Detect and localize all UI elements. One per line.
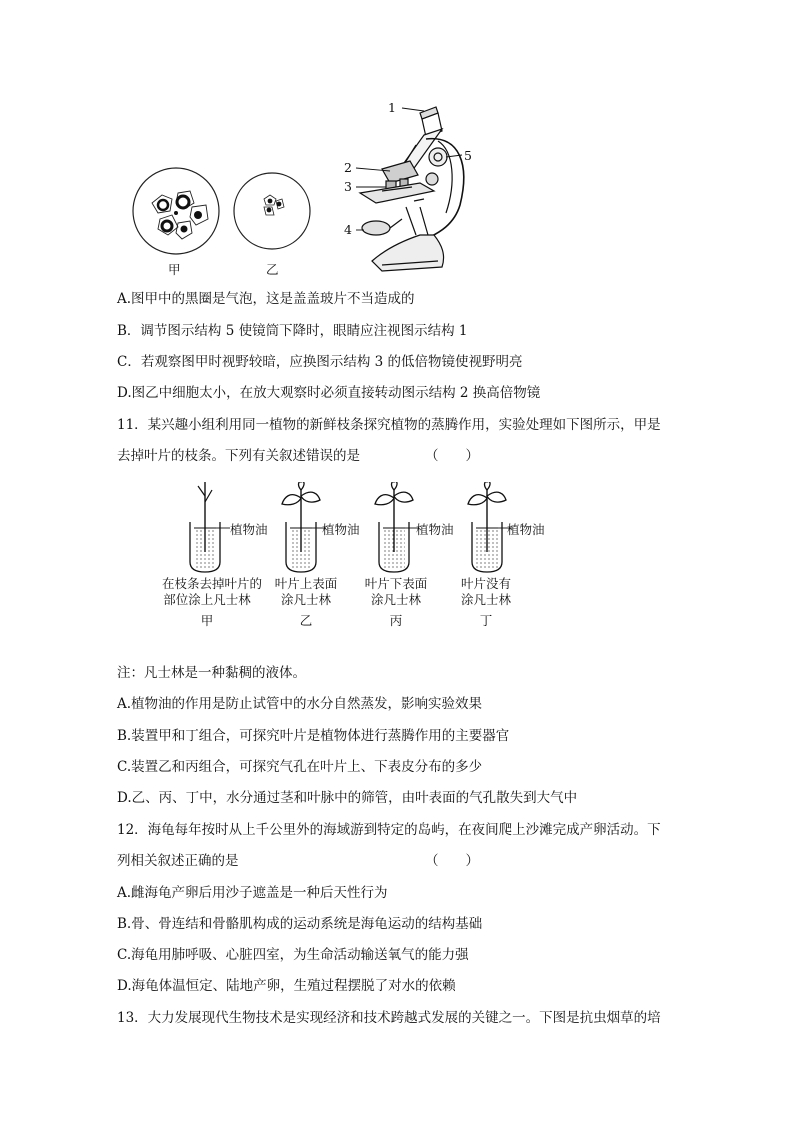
q11-option-d: D.乙、丙、丁中，水分通过茎和叶脉中的筛管，由叶表面的气孔散失到大气中	[117, 790, 578, 806]
q11-option-a: A.植物油的作用是防止试管中的水分自然蒸发，影响实验效果	[117, 696, 483, 712]
label-structure-1: 1	[388, 100, 396, 115]
label-structure-2: 2	[344, 160, 352, 175]
tube-caption-ding	[446, 576, 526, 629]
q11-stem-line1: 11．某兴趣小组利用同一植物的新鲜枝条探究植物的蒸腾作用，实验处理如下图所示，甲是	[117, 417, 661, 433]
tube-jia	[190, 482, 230, 572]
q12-answer-bracket: （ ）	[425, 853, 479, 869]
q11-note: 注：凡士林是一种黏稠的液体。	[117, 665, 306, 681]
label-jia: 甲	[168, 262, 181, 277]
tube-name-yi: 乙	[299, 613, 313, 628]
tube-name-bing: 丙	[389, 613, 403, 628]
oil-label-jia: 植物油	[230, 522, 268, 537]
microscope-figure	[120, 95, 480, 280]
tube-caption-jia	[162, 576, 263, 629]
q11-option-b: B.装置甲和丁组合，可探究叶片是植物体进行蒸腾作用的主要器官	[117, 728, 510, 744]
tube-caption-jia-line1: 在枝条去掉叶片的	[162, 576, 263, 591]
tube-name-ding: 丁	[479, 613, 493, 628]
cell-view-yi	[234, 173, 310, 249]
tube-caption-bing-line1: 叶片下表面	[364, 576, 428, 591]
q12-stem-line1: 12．海龟每年按时从上千公里外的海域游到特定的岛屿，在夜间爬上沙滩完成产卵活动。下	[117, 822, 661, 838]
tube-caption-yi	[266, 576, 346, 629]
tube-bing	[375, 482, 419, 572]
oil-label-bing: 植物油	[416, 522, 454, 537]
oil-label-yi: 植物油	[322, 522, 360, 537]
tube-caption-ding-line2: 涂凡士林	[460, 592, 511, 607]
tube-ding	[468, 482, 512, 572]
label-structure-5: 5	[464, 148, 472, 163]
q11-option-c: C.装置乙和丙组合，可探究气孔在叶片上、下表皮分布的多少	[117, 759, 483, 775]
label-structure-3: 3	[344, 179, 352, 194]
tube-caption-yi-line1: 叶片上表面	[274, 576, 338, 591]
tube-caption-bing	[356, 576, 436, 629]
q13-stem-line1: 13．大力发展现代生物技术是实现经济和技术跨越式发展的关键之一。下图是抗虫烟草的培	[117, 1010, 661, 1026]
tube-caption-yi-line2: 涂凡士林	[280, 592, 331, 607]
q10-option-d: D.图乙中细胞太小，在放大观察时必须直接转动图示结构 2 换高倍物镜	[117, 385, 541, 401]
cell-view-jia	[133, 168, 219, 254]
q12-option-a: A.雌海龟产卵后用沙子遮盖是一种后天性行为	[117, 885, 388, 901]
tube-name-jia: 甲	[200, 613, 214, 628]
tube-caption-bing-line2: 涂凡士林	[370, 592, 421, 607]
q11-answer-bracket: （ ）	[425, 448, 479, 464]
oil-label-ding: 植物油	[507, 522, 545, 537]
microscope-illustration	[360, 107, 464, 271]
q12-option-d: D.海龟体温恒定、陆地产卵，生殖过程摆脱了对水的依赖	[117, 978, 456, 994]
q10-option-a: A.图甲中的黑圈是气泡，这是盖盖玻片不当造成的	[117, 291, 415, 307]
q10-option-b: B．调节图示结构 5 使镜筒下降时，眼睛应注视图示结构 1	[117, 323, 468, 339]
q11-stem-line2: 去掉叶片的枝条。下列有关叙述错误的是	[117, 448, 360, 464]
q12-option-c: C.海龟用肺呼吸、心脏四室，为生命活动输送氧气的能力强	[117, 947, 469, 963]
q10-option-c: C．若观察图甲时视野较暗，应换图示结构 3 的低倍物镜使视野明亮	[117, 354, 523, 370]
tube-yi	[282, 482, 326, 572]
q12-stem-line2: 列相关叙述正确的是	[117, 853, 239, 869]
tube-caption-ding-line1: 叶片没有	[460, 576, 511, 591]
tube-caption-jia-line2: 部位涂上凡士林	[163, 592, 251, 607]
label-yi: 乙	[266, 262, 279, 277]
q12-option-b: B.骨、骨连结和骨骼肌构成的运动系统是海龟运动的结构基础	[117, 916, 483, 932]
label-structure-4: 4	[344, 222, 352, 237]
